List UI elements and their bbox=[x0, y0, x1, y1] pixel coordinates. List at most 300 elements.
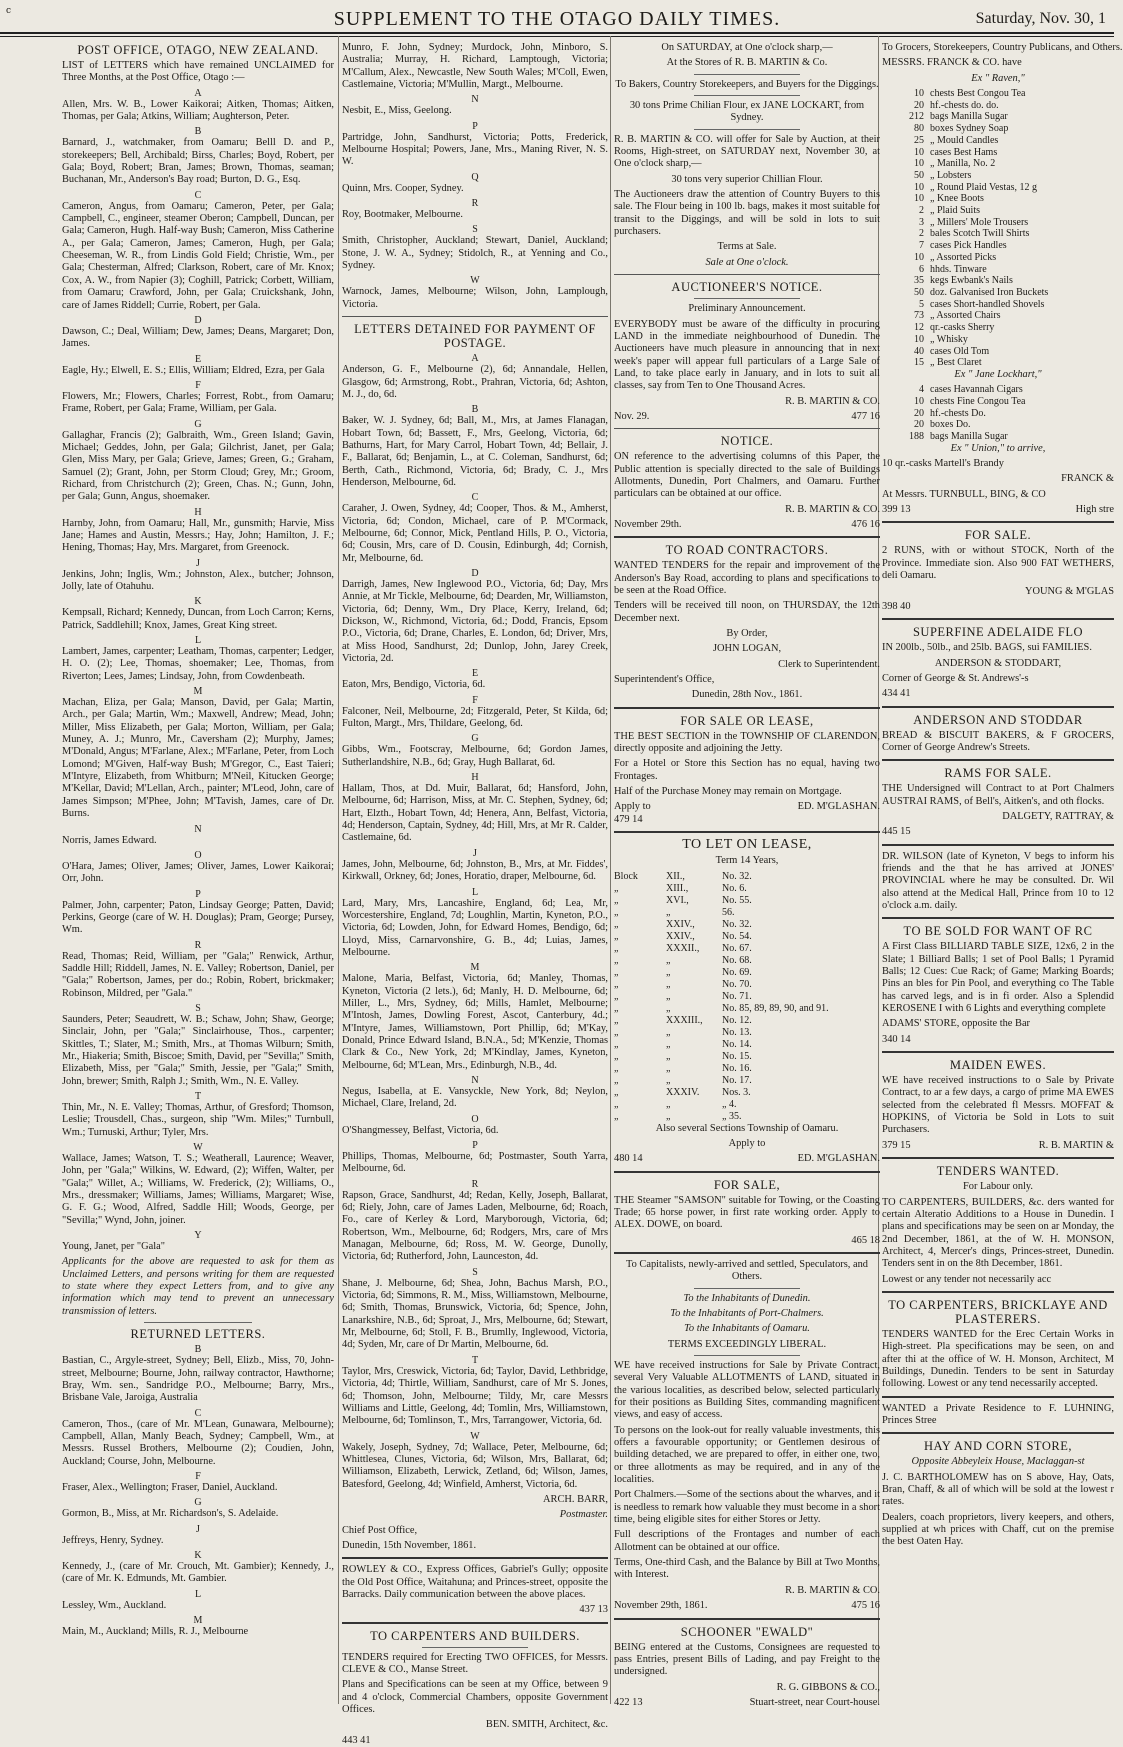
schooner-sign: R. G. GIBBONS & CO., bbox=[776, 1681, 880, 1693]
wilson-text: DR. WILSON (late of Kyneton, V begs to inform his friends and the that he has arrived at JONES' PROVINCIAL where he may be consulted. Dr. Wil also attend at the Medical Hall, Prince from 10 to 12 o'clock a.m. daily. bbox=[882, 850, 1114, 912]
stock-item: doz. Galvanised Iron Buckets bbox=[930, 286, 1049, 298]
stock-item: „ Manilla, No. 2 bbox=[930, 158, 996, 170]
lease-cell: „ bbox=[614, 1050, 619, 1062]
hay-sub: Opposite Abbeyleix House, Maclaggan-st bbox=[911, 1456, 1085, 1468]
index-letter: J bbox=[196, 1523, 200, 1535]
road-office: Superintendent's Office, bbox=[614, 674, 715, 686]
franck-sign: FRANCK & bbox=[1061, 473, 1114, 485]
lease-cell: „ bbox=[666, 966, 671, 978]
sale-time-line: Sale at One o'clock. bbox=[705, 256, 789, 268]
lease-cell: „ bbox=[666, 1062, 671, 1074]
stock-list-2 bbox=[882, 384, 1114, 443]
saturday-line: On SATURDAY, at One o'clock sharp,— bbox=[661, 42, 833, 53]
lease-cell: No. 85, 89, 89, 90, and 91. bbox=[722, 1002, 829, 1014]
lease-cell: „ bbox=[614, 918, 619, 930]
divider bbox=[614, 1171, 880, 1173]
lease-cell: XXXIV. bbox=[666, 1086, 700, 1098]
index-letter: G bbox=[194, 1497, 202, 1509]
martin-sale-item: 30 tons very superior Chillian Flour. bbox=[671, 173, 823, 185]
letter-entry: Eaton, Mrs, Bendigo, Victoria, 6d. bbox=[342, 679, 486, 691]
index-letter: P bbox=[472, 120, 478, 132]
lease-cell: 56. bbox=[722, 906, 735, 918]
stock-item: „ Lobsters bbox=[930, 169, 972, 181]
road-text-2: Tenders will be received till noon, on THURSDAY, the 12th December next. bbox=[614, 600, 880, 624]
lease-cell: „ bbox=[614, 906, 619, 918]
divider bbox=[694, 1355, 800, 1356]
anderson-text: BREAD & BISCUIT BAKERS, & F GROCERS, Corner of George Andrew's Streets. bbox=[882, 729, 1114, 753]
stock-qty: 3 bbox=[919, 216, 924, 228]
union-item: 10 qr.-casks Martell's Brandy bbox=[882, 458, 1004, 470]
lease-cell: XII., bbox=[666, 870, 685, 882]
sale-apply-label: Apply to bbox=[614, 801, 651, 813]
index-letter: F bbox=[195, 379, 201, 391]
divider bbox=[694, 1288, 800, 1289]
index-letter: N bbox=[471, 1074, 479, 1086]
lease-cell: „ 4. bbox=[722, 1098, 737, 1110]
index-letter: H bbox=[194, 506, 202, 518]
stock-qty: 212 bbox=[909, 111, 924, 123]
lease-cell: „ bbox=[614, 966, 619, 978]
post-office-location: Chief Post Office, bbox=[342, 1524, 418, 1536]
hay-text: J. C. BARTHOLOMEW has on S above, Hay, Oats, Bran, Chaff, & all of which will be sold at the lowest r rates. bbox=[882, 1471, 1114, 1508]
divider bbox=[694, 129, 800, 130]
lease-cell: „ bbox=[614, 1002, 619, 1014]
residence-text: WANTED a Private Residence to F. LUHNING, Princes Stree bbox=[882, 1402, 1114, 1426]
index-letter: P bbox=[472, 1140, 478, 1151]
letter-entry: O'Hara, James; Oliver, James; Oliver, James, Lower Kaikorai; Orr, John. bbox=[62, 860, 334, 885]
index-letter: G bbox=[471, 733, 479, 745]
index-letter: F bbox=[195, 1470, 201, 1482]
lease-cell: „ 35. bbox=[722, 1110, 742, 1122]
stock-qty: 12 bbox=[914, 322, 924, 334]
sale-lease-text: THE BEST SECTION in the TOWNSHIP OF CLARENDON, directly opposite and adjoining the Jetty. bbox=[614, 730, 880, 755]
adelaide-address: Corner of George & St. Andrews'-s bbox=[882, 672, 1029, 684]
letter-entry: Fraser, Alex., Wellington; Fraser, Daniel, Auckland. bbox=[62, 1481, 278, 1493]
divider bbox=[422, 1647, 528, 1648]
divider bbox=[882, 521, 1114, 523]
lease-cell: „ bbox=[666, 954, 671, 966]
franck-street: High stre bbox=[1075, 504, 1114, 516]
index-letter: S bbox=[472, 1266, 478, 1278]
masthead bbox=[0, 0, 1114, 34]
lease-cell: „ bbox=[614, 882, 619, 894]
road-heading: TO ROAD CONTRACTORS. bbox=[665, 543, 829, 558]
capitalists-heading: To Capitalists, newly-arrived and settled, Speculators, and Others. bbox=[626, 1258, 868, 1283]
schooner-text: BEING entered at the Customs, Consignees are requested to pass Entries, present Bills of Lading, and pay Freight to the undersigned. bbox=[614, 1641, 880, 1678]
index-letter: S bbox=[195, 1002, 201, 1014]
index-letter: R bbox=[471, 198, 479, 210]
index-letter: K bbox=[194, 596, 202, 608]
stock-qty: 40 bbox=[914, 345, 924, 357]
road-by-order: By Order, bbox=[726, 628, 768, 640]
letter-entry: Hallam, Thos, at Dd. Muir, Ballarat, 6d; Hansford, John, Melbourne, 6d; Harrison, Miss, at Mr. C. Stephen, Sydney, 6d; Hart, Elzth., Hobart Town, 4d; Henera, Ann, Belfast, Victoria, 4d; Henderson, Captain, Sydney, 4d; Hill, Mrs, at Mr R. Calder, Castlemaine, 6d. bbox=[342, 783, 608, 844]
letter-entry: Young, Janet, per "Gala" bbox=[62, 1241, 165, 1253]
lease-cell: Nos. 3. bbox=[722, 1086, 751, 1098]
letter-entry: Cameron, Angus, from Oamaru; Cameron, Peter, per Gala; Campbell, C., engineer, steamer Oberon; Campbell, Duncan, per Gala; Cameron, Hugh. Half-way Bush; Cameron, Miss Catherine A., per Gala; Cameron, James; Cameron, Hugh, per Gala; Cheeseman, W. R., from Lindis Gold Field; Christie, Wm., per Gala; Chesterman, Alfred; Clarkson, Robert, care of Mr. Knox; Cox, A. W., from Napier (3); Coghill, Patrick; Corbett, William, from Oamaru; Crawford, John, per Gala; Cruickshank, John, care of James Riddell; Currie, Robert, per Gala. bbox=[62, 200, 334, 311]
lease-also: Also several Sections Township of Oamaru. bbox=[655, 1122, 839, 1134]
lease-heading: TO LET ON LEASE, bbox=[682, 837, 812, 853]
letter-entry: Baker, W. J. Sydney, 6d; Ball, M., Mrs, at James Flanagan, Hobart Town, 6d; Bassett, F., Mrs, Geelong, Victoria, 6d; Bathurns, Hart, for Mary Carrol, Hobart Town, 4d; Bellair, J. F., Ballarat, 6d; Benjamin, L., at C. Coleman, Sandhurst, 6d; Berth, Cath., Richmond, Victoria, 6d; Brady, C. J., Mrs Henderson, Melbourne, 6d. bbox=[342, 415, 608, 488]
lease-cell: „ bbox=[614, 978, 619, 990]
letter-entry: Bastian, C., Argyle-street, Sydney; Bell, Elizb., Miss, 70, John-street, Melbourne; Bourne, John, railway contractor, Hawthorne; Bray, Wm. sen., Sandridge P.O., Melbourne; Barry, Mrs., Brisbane Vale, Jaroiga, Australia bbox=[62, 1355, 334, 1404]
index-letter: E bbox=[471, 668, 479, 680]
divider bbox=[882, 1051, 1114, 1053]
tenders-text-2: Lowest or any tender not necessarily acc bbox=[882, 1273, 1052, 1285]
letter-entry: Jenkins, John; Inglis, Wm.; Johnston, Alex., butcher; Johnson, Jolly, late of Otahuhu. bbox=[62, 568, 334, 592]
index-letter: D bbox=[194, 314, 202, 326]
stock-qty: 20 bbox=[914, 419, 924, 431]
column-2 bbox=[342, 42, 608, 1746]
stock-item: cases Havannah Cigars bbox=[930, 384, 1023, 396]
stock-qty: 20 bbox=[914, 99, 924, 111]
letter-entry: Read, Thomas; Reid, William, per "Gala;" Renwick, Arthur, Saddle Hill; Riddell, James, N. E. Valley; Robertson, Daniel, per "Gala;" Robertson, James, per do.; Robin, Robert, brickmaker; Robinson, Mildred, per "Gala." bbox=[62, 950, 334, 999]
divider bbox=[614, 1252, 880, 1254]
letter-entry: Phillips, Thomas, Melbourne, 6d; Postmaster, South Yarra, Melbourne, 6d. bbox=[342, 1151, 608, 1175]
letter-entry: Roy, Bootmaker, Melbourne. bbox=[342, 209, 463, 221]
stock-item: boxes Do. bbox=[930, 419, 971, 431]
stock-item: „ Mould Candles bbox=[930, 134, 999, 146]
divider bbox=[614, 536, 880, 538]
stock-qty: 2 bbox=[919, 205, 924, 217]
divider bbox=[882, 1157, 1114, 1159]
schooner-address: Stuart-street, near Court-house. bbox=[749, 1696, 880, 1708]
lease-cell: „ bbox=[614, 1026, 619, 1038]
divider bbox=[882, 1396, 1114, 1398]
tenders-heading: TENDERS WANTED. bbox=[936, 1164, 1060, 1179]
index-letter: T bbox=[194, 1091, 202, 1102]
masthead-mark: c bbox=[6, 6, 12, 16]
lease-cell: No. 32. bbox=[722, 870, 752, 882]
lease-cell: Block bbox=[614, 870, 638, 882]
lease-cell: „ bbox=[666, 1050, 671, 1062]
auctioneer-footer bbox=[614, 411, 880, 423]
letter-entry: Malone, Maria, Belfast, Victoria, 6d; Manley, Thomas, Kyneton, Victoria (2 lets.), 6d; Manly, H. D. Melbourne, 6d; Miller, L., Mrs, Sydney, 6d; Mills, Hamlet, Melbourne; M'Intosh, James, Dowling Forest, Ascot, Canterbury, 4d.; M'Intyre, James, Williamstown, Port Phillip, 6d; M'Kay, Donald, Prince Edward Island, B.N.A., 5d; M'Kenzie, Thomas Clark & Co., New York, 2d; M'Kindlay, James, Kyneton, Melbourne, 6d; M'Lean, Mrs., Edinburgh, N.B., 4d. bbox=[342, 973, 608, 1071]
letter-entry: Partridge, John, Sandhurst, Victoria; Potts, Frederick, Melbourne Hospital; Powers, Jane, Mrs., Maning River, N. S. W. bbox=[342, 131, 608, 168]
stock-item: „ Assorted Picks bbox=[930, 251, 997, 263]
lease-cell: „ bbox=[614, 1038, 619, 1050]
index-letter: A bbox=[471, 353, 479, 365]
ewes-sign: R. B. MARTIN & bbox=[1038, 1139, 1114, 1151]
adelaide-sign: ANDERSON & STODDART, bbox=[934, 657, 1062, 669]
divider bbox=[882, 917, 1114, 919]
stock-item: „ Plaid Suits bbox=[930, 205, 981, 217]
postmaster-name: ARCH. BARR, bbox=[543, 1493, 608, 1505]
road-name: JOHN LOGAN, bbox=[712, 643, 782, 655]
stock-item: cases Best Hams bbox=[930, 146, 998, 158]
carpenters-sign: BEN. SMITH, Architect, &c. bbox=[485, 1719, 608, 1731]
road-text: WANTED TENDERS for the repair and improvement of the Anderson's Bay Road, according to plans and specifications to be seen at the Road Office. bbox=[614, 560, 880, 596]
letter-entry: Main, M., Auckland; Mills, R. J., Melbourne bbox=[62, 1625, 249, 1637]
lease-cell: No. 6. bbox=[722, 882, 747, 894]
letter-entry: Saunders, Peter; Seaudrett, W. B.; Schaw, John; Shaw, George; Sinclair, John, per "Gala;" Sinclairhouse, Thos., carpenter; Skittles, T.; Slater, M.; Smith, Mrs., at Thomas Wilburn; Smith, Mr., Hiakeria; Smith, Biscoe; Smith, David, per "Sevilla;" Smith, Elizabeth, Miss, per "Gala;" Smith, Jessie, per "Gala;" Smith, John, brewer; Smith, Ralph J.; Smith, Wm., N. E. Valley. bbox=[62, 1013, 334, 1087]
lease-cell: „ bbox=[666, 990, 671, 1002]
sale-lease-sign: ED. M'GLASHAN. bbox=[797, 801, 880, 813]
lease-ref: 480 14 bbox=[614, 1153, 643, 1165]
ewes-text: WE have received instructions to o Sale by Private Contract, to ar a few days, a cargo of prime MA EWES selected from the celebrated fl Messrs. MOFFAT & HOPKINS, of Victoria be Sold in Lots to suit Purchasers. bbox=[882, 1075, 1114, 1136]
letter-entry: Gallaghar, Francis (2); Galbraith, Wm., Green Island; Gavin, Michael; Geddes, John, per Gala; Gilchrist, Janet, per Gala; Glen, Miss Mary, per Gala; Grieve, James; Green, G.; Graham, Samuel (2); Grant, John, per Storm Cloud; Grey, Mr.; Groom, Richard, from Christchurch (2); Green, Chas. N.; Gunn, John, per Gala; Gunn, Angus, shoemaker. bbox=[62, 429, 334, 503]
index-letter: W bbox=[470, 275, 480, 287]
lease-cell: „ bbox=[666, 1098, 671, 1110]
letter-entry: Harnby, John, from Oamaru; Hall, Mr., gunsmith; Harvie, Miss Jane; Hames and Austin, Messrs.; Hay, John; Hamilton, J. F.; Hening, Thomas; Hay, Mrs. Margaret, from Greenock. bbox=[62, 517, 334, 554]
letter-entry: Flowers, Mr.; Flowers, Charles; Forrest, Robt., from Oamaru; Frame, Robert, per Gala; Frame, William, per Gala. bbox=[62, 390, 334, 415]
letter-entry: Anderson, G. F., Melbourne (2), 6d; Annandale, Hellen, Glasgow, 6d; Armstrong, Robt., Prahran, Victoria, 6d; Ashton, M. J., do, 6d. bbox=[342, 364, 608, 400]
stock-qty: 5 bbox=[919, 298, 924, 310]
flour-line: 30 tons Prime Chilian Flour, ex JANE LOCKART, from Sydney. bbox=[629, 100, 865, 124]
stock-list bbox=[882, 88, 1114, 369]
letter-entry: Kennedy, J., (care of Mr. Crouch, Mt. Gambier); Kennedy, J., (care of Mr. K. Edmunds, Mt. Gambier. bbox=[62, 1560, 334, 1585]
letter-entry: Norris, James Edward. bbox=[62, 834, 157, 846]
lease-cell: „ bbox=[614, 930, 619, 942]
for-sale-text: 2 RUNS, with or without STOCK, North of the Province. Immediate sion. Also 900 FAT WETHERS, deli Oamaru. bbox=[882, 545, 1114, 582]
inhabitants-dunedin: To the Inhabitants of Dunedin. bbox=[683, 1292, 811, 1304]
stock-item: cases Old Tom bbox=[930, 345, 990, 357]
letter-entry: Rapson, Grace, Sandhurst, 4d; Redan, Kelly, Joseph, Ballarat, 6d; Riely, John, care of James Laden, Melbourne, 6d; Roach, Fo., care of Kerley & Lord, Maryborough, Victoria, 6d; Robertson, Wm., Melbourne, 6d; Rodgers, Mrs, care of Mrs Managan, Melbourne, 6d; Ross, M. W. George, Dunolly, Victoria, 6d; Rutherford, John, Launceston, 4d. bbox=[342, 1189, 608, 1263]
letter-entry: Cameron, Thos., (care of Mr. M'Lean, Gunawara, Melbourne); Campbell, Allan, Manly Beach, Sydney; Campbell, Wm., at Messrs. Russel Brothers, Melbourne (2); Coudien, John, Auckland; Course, John, Melbourne. bbox=[62, 1418, 334, 1467]
rams-sign: DALGETY, RATTRAY, & bbox=[1002, 810, 1114, 822]
lease-cell: „ bbox=[666, 1026, 671, 1038]
returned-letters-continued bbox=[342, 42, 608, 311]
letter-entry: Kempsall, Richard; Kennedy, Duncan, from Loch Carron; Kerns, Patrick, Saddlehill; Knox, James, Great King street. bbox=[62, 607, 334, 631]
lease-apply: Apply to bbox=[728, 1137, 766, 1149]
lease-cell: „ bbox=[614, 894, 619, 906]
lease-cell: XIII., bbox=[666, 882, 689, 894]
letter-entry: James, John, Melbourne, 6d; Johnston, B., Mrs, at Mr. Fiddes', Kirkwall, Orkney, 6d; Jones, Horatio, draper, Melbourne, 6d. bbox=[342, 858, 608, 883]
letter-entry: Gibbs, Wm., Footscray, Melbourne, 6d; Gordon James, Sutherlandshire, N.B., 6d; Gray, Hugh Ballarat, 6d. bbox=[342, 744, 608, 768]
lease-cell: „ bbox=[666, 1002, 671, 1014]
lease-cell: „ bbox=[614, 1098, 619, 1110]
lease-cell: No. 54. bbox=[722, 930, 752, 942]
notice-heading: NOTICE. bbox=[720, 434, 774, 449]
martin-sale-note: The Auctioneers draw the attention of Country Buyers to this sale. The Flour being in 100 lb. bags, makes it most suitable for transit to the Diggings, and will be sold in lots to suit purchasers. bbox=[614, 189, 880, 238]
index-letter: J bbox=[196, 557, 200, 569]
lease-cell: No. 17. bbox=[722, 1074, 752, 1086]
stock-item: kegs Ewbank's Nails bbox=[930, 275, 1013, 287]
index-letter: E bbox=[194, 353, 202, 365]
index-letter: K bbox=[194, 1549, 202, 1561]
letter-entry: Quinn, Mrs. Cooper, Sydney. bbox=[342, 182, 464, 194]
index-letter: F bbox=[472, 694, 478, 706]
letter-entry: Eagle, Hy.; Elwell, E. S.; Ellis, William; Eldred, Ezra, per Gala bbox=[62, 364, 325, 376]
schooner-footer bbox=[614, 1697, 880, 1709]
stock-item: „ Assorted Chairs bbox=[930, 310, 1001, 322]
carpenters-heading: TO CARPENTERS AND BUILDERS. bbox=[370, 1628, 580, 1643]
auctioneer-sign: R. B. MARTIN & CO. bbox=[785, 395, 880, 407]
stock-item: bags Manilla Sugar bbox=[930, 111, 1008, 123]
index-letter: B bbox=[194, 126, 202, 138]
rowley-ad: ROWLEY & CO., Express Offices, Gabriel's Gully; opposite the Old Post Office, Waitahuna; and Princes-street, opposite the Barracks. Daily communication between the above places. bbox=[342, 1564, 608, 1600]
sale-lease-apply bbox=[614, 801, 880, 813]
carpenters-ref: 443 41 bbox=[342, 1734, 371, 1746]
stock-qty: 7 bbox=[919, 240, 924, 252]
stock-qty: 25 bbox=[914, 134, 924, 146]
billiard-heading: TO BE SOLD FOR WANT OF RC bbox=[903, 924, 1093, 939]
index-letter: S bbox=[472, 224, 478, 236]
capitalists-text-4: Full descriptions of the Frontages and number of each Allotment can be obtained at our office. bbox=[614, 1529, 880, 1553]
stock-qty: 6 bbox=[919, 263, 924, 275]
index-letter: L bbox=[194, 635, 202, 647]
capitalists-text: WE have received instructions for Sale by Private Contract, several Very Valuable ALLOTMENTS of LAND, situated in the various localities, as described below, selected particularly for their positions as Building Sites, commanding magnificent views, and easy of access. bbox=[614, 1359, 880, 1421]
lease-cell: „ bbox=[666, 978, 671, 990]
road-date: Dunedin, 28th Nov., 1861. bbox=[691, 689, 803, 701]
returned-letters-heading: RETURNED LETTERS. bbox=[130, 1327, 266, 1342]
inhabitants-port-chalmers: To the Inhabitants of Port-Chalmers. bbox=[670, 1307, 824, 1319]
stock-item: chests Best Congou Tea bbox=[930, 88, 1026, 100]
divider bbox=[614, 428, 880, 429]
lease-cell: No. 70. bbox=[722, 978, 752, 990]
index-letter: A bbox=[194, 87, 202, 99]
index-letter: Y bbox=[194, 1230, 202, 1242]
stock-qty: 10 bbox=[914, 88, 924, 100]
raven-line: Ex " Raven," bbox=[971, 72, 1025, 84]
index-letter: Q bbox=[471, 171, 479, 183]
divider bbox=[882, 618, 1114, 620]
capitalists-text-5: Terms, One-third Cash, and the Balance by Bill at Two Months, with Interest. bbox=[614, 1557, 880, 1581]
letter-entry: Barnard, J., watchmaker, from Oamaru; Belll D. and P., storekeepers; Bell, Archibald; Birss, Charles; Boyd, Robert, per Gala; Boyd, Robert; Bran, James; Brown, Thomas, seaman; Buchanan, Mr., Anderson's Bay road; Burton, D. G., Esq. bbox=[62, 137, 334, 186]
sale-lease-ref: 479 14 bbox=[614, 813, 643, 825]
divider bbox=[342, 316, 608, 317]
stock-item: cases Short-handled Shovels bbox=[930, 298, 1045, 310]
masthead-title: SUPPLEMENT TO THE OTAGO DAILY TIMES. bbox=[333, 8, 781, 30]
franck-at: At Messrs. TURNBULL, BING, & CO bbox=[882, 488, 1046, 500]
bricklayers-heading: TO CARPENTERS, BRICKLAYE AND PLASTERERS. bbox=[888, 1297, 1108, 1326]
applicants-note: Applicants for the above are requested to ask for them as Unclaimed Letters, and persons writing for them are requested to state where they expect Letters from, and to give any information which may tend to prevent an unnecessary transmission of letters. bbox=[62, 1256, 334, 1317]
lease-cell: No. 32. bbox=[722, 918, 752, 930]
index-letter: N bbox=[471, 94, 479, 106]
returned-letters-list bbox=[62, 1344, 334, 1638]
grocers-heading: To Grocers, Storekeepers, Country Publicans, and Others. bbox=[882, 42, 1123, 53]
index-letter: M bbox=[470, 962, 480, 974]
stores-line: At the Stores of R. B. MARTIN & Co. bbox=[666, 57, 828, 69]
steamer-text: THE Steamer "SAMSON" suitable for Towing, or the Coasting Trade; 65 horse power, in first rate working order. Apply to ALEX. DOWE, on board. bbox=[614, 1194, 880, 1231]
stock-qty: 10 bbox=[914, 251, 924, 263]
divider bbox=[342, 1557, 608, 1559]
lease-cell: „ bbox=[614, 1074, 619, 1086]
letter-entry: Falconer, Neil, Melbourne, 2d; Fitzgerald, Peter, St Kilda, 6d; Fulton, Margt., Mrs, Thildare, Geelong, 6d. bbox=[342, 705, 608, 730]
billiard-text: A First Class BILLIARD TABLE SIZE, 12x6, 2 in the Slate; 1 Billiard Balls; 1 set of Pool Balls; 1 Pyramid Balls; 12 Cues: Cue Rack; of Game; Marking Boards; Pins an bles for Pin Pool, and everything co The Table has carved legs, and is in fi order. Also a Splendid KEROSENE I with 6 Lights and everything complete bbox=[882, 941, 1114, 1015]
billiard-sign: ADAMS' STORE, opposite the Bar bbox=[882, 1018, 1031, 1030]
lease-cell: XXXIII., bbox=[666, 1014, 703, 1026]
stock-qty: 2 bbox=[919, 228, 924, 240]
lease-cell: XXXII., bbox=[666, 942, 700, 954]
index-letter: B bbox=[194, 1344, 202, 1356]
stock-item: cases Pick Handles bbox=[930, 240, 1007, 252]
divider bbox=[882, 844, 1114, 846]
index-letter: C bbox=[194, 189, 202, 201]
stock-qty: 10 bbox=[914, 181, 924, 193]
stock-item: „ Knee Boots bbox=[930, 193, 984, 205]
inhabitants-oamaru: To the Inhabitants of Oamaru. bbox=[684, 1323, 810, 1335]
detained-letters-list bbox=[342, 353, 608, 1491]
auctioneer-heading: AUCTIONEER'S NOTICE. bbox=[671, 280, 823, 295]
lease-cell: „ bbox=[614, 990, 619, 1002]
auctioneer-ref: 477 16 bbox=[851, 410, 880, 422]
stock-qty: 50 bbox=[914, 169, 924, 181]
stock-item: bags Manilla Sugar bbox=[930, 431, 1008, 443]
lease-cell: „ bbox=[614, 954, 619, 966]
masthead-date: Saturday, Nov. 30, 1 bbox=[975, 10, 1106, 27]
index-letter: T bbox=[471, 1354, 479, 1366]
letter-entry: Warnock, James, Melbourne; Wilson, John, Lamplough, Victoria. bbox=[342, 286, 608, 310]
column-divider bbox=[610, 36, 611, 1704]
sale-lease-heading: FOR SALE OR LEASE, bbox=[680, 713, 814, 728]
adelaide-heading: SUPERFINE ADELAIDE FLO bbox=[912, 625, 1084, 640]
letter-entry: Thin, Mr., N. E. Valley; Thomas, Arthur, of Gresford; Thomson, Leslie; Trousdell, Chas., surgeon, ship "Wm. Miles;" Turnbull, Wm.; Turnuski, Arthur; Tyler, Mrs. bbox=[62, 1102, 334, 1138]
lease-cell: No. 15. bbox=[722, 1050, 752, 1062]
index-letter: B bbox=[471, 404, 479, 416]
divider bbox=[342, 1622, 608, 1624]
letter-entry: Machan, Eliza, per Gala; Manson, David, per Gala; Martin, Arch., per Gala; Martin, Wm.; Maxwell, Andrew; Mead, John; Miller, Miss Elizabeth, per Gala; Morton, William, per Gala; Muney, A. J.; Munro, Mr., Caversham (2); Murphy, James; M'Donald, Angus; M'Farlane, Alex.; M'Farlane, Peter, from Loch Lomond; M'Given, Half-way Bush; M'Gregor, C., East Taieri; M'Intyre, Elizabeth, from Whitburn; M'Neil, Kitucken George; M'Kellar, David; M'Lellan, Arch., painter; M'Leod, John, care of James Simpson; M'Phee, John; M'Tavish, James, care of Dr. Burns. bbox=[62, 697, 334, 820]
franck-footer bbox=[882, 504, 1114, 516]
billiard-ref: 340 14 bbox=[882, 1033, 911, 1045]
lease-cell: No. 68. bbox=[722, 954, 752, 966]
divider bbox=[694, 74, 800, 75]
rams-heading: RAMS FOR SALE. bbox=[944, 766, 1052, 781]
stock-qty: 80 bbox=[914, 123, 924, 135]
carpenters-text: TENDERS required for Erecting TWO OFFICES, for Messrs. CLEVE & CO., Manse Street. bbox=[342, 1651, 608, 1675]
auctioneer-sub: Preliminary Announcement. bbox=[688, 303, 806, 315]
stock-qty: 35 bbox=[914, 275, 924, 287]
letter-entry: Gormon, B., Miss, at Mr. Richardson's, S. Adelaide. bbox=[62, 1508, 279, 1520]
tenders-sub: For Labour only. bbox=[962, 1181, 1034, 1193]
lease-cell: No. 67. bbox=[722, 942, 752, 954]
letter-entry: Palmer, John, carpenter; Paton, Lindsay George; Patten, David; Perkins, George (care of W. H. Douglas); Pram, George; Pursey, Wm. bbox=[62, 899, 334, 936]
lease-cell: „ bbox=[666, 1038, 671, 1050]
letter-entry: Wakely, Joseph, Sydney, 7d; Wallace, Peter, Melbourne, 6d; Whittlesea, Clunes, Victoria, 6d; Wilson, Mrs, Ballarat, 6d; Williamson, Elizabeth, Lerwick, Zetland, 6d; Wilson, James, Batesford, Geelong, 4d; Winfield, Amherst, Victoria, 6d. bbox=[342, 1441, 608, 1490]
letter-entry: Shane, J. Melbourne, 6d; Shea, John, Bachus Marsh, P.O., Victoria, 6d; Simmons, R. M., Miss, Williamstown, Melbourne, 6d; Smith, Thomas, Brunswick, Victoria, 6d; Spence, John, Lanarkshire, N.B., 6d; Sproat, J., Mrs, Melbourne, 6d; Stewart, Mr, Melbourne, 6d; Stoll, F. B., Brumlly, Inglewood, Victoria, 4d; Syden, Mr, care of Dr Martin, Melbourne, 6d. bbox=[342, 1277, 608, 1351]
stock-item: hf.-chests Do. bbox=[930, 407, 986, 419]
capitalists-footer bbox=[614, 1600, 880, 1612]
stock-qty: 10 bbox=[914, 158, 924, 170]
hay-text-2: Dealers, coach proprietors, livery keepers, and others, supplied at wh prices with Chaff, cut on the premise the best Oaten Hay. bbox=[882, 1511, 1114, 1548]
stock-qty: 4 bbox=[919, 384, 924, 396]
letter-entry: Dawson, C.; Deal, William; Dew, James; Deans, Margaret; Don, James. bbox=[62, 325, 334, 350]
divider bbox=[694, 298, 800, 299]
capitalists-text-2: To persons on the look-out for really valuable investments, this offers a favourable opportunity; or Gentlemen desirous of building detached, we are prepared to offer, in either one, two, or three allotments as may be required, and in any of the localities. bbox=[614, 1424, 880, 1486]
index-letter: H bbox=[471, 772, 479, 784]
lease-cell: XVI., bbox=[666, 894, 689, 906]
index-letter: C bbox=[194, 1407, 202, 1419]
index-letter: J bbox=[473, 847, 477, 859]
stock-item: boxes Sydney Soap bbox=[930, 123, 1009, 135]
capitalists-ref: 475 16 bbox=[851, 1600, 880, 1612]
letter-entry: Jeffreys, Henry, Sydney. bbox=[62, 1534, 164, 1546]
lease-cell: „ bbox=[614, 1014, 619, 1026]
lease-cell: XXIV., bbox=[666, 918, 695, 930]
stock-item: „ Round Plaid Vestas, 12 g bbox=[930, 181, 1038, 193]
stock-qty: 10 bbox=[914, 193, 924, 205]
lease-cell: No. 14. bbox=[722, 1038, 752, 1050]
index-letter: W bbox=[470, 1430, 480, 1442]
index-letter: L bbox=[194, 1588, 202, 1600]
index-letter: L bbox=[471, 886, 479, 898]
index-letter: M bbox=[193, 686, 203, 698]
lease-cell: No. 12. bbox=[722, 1014, 752, 1026]
stock-qty: 188 bbox=[909, 431, 924, 443]
index-letter: O bbox=[471, 1113, 479, 1125]
unclaimed-letters-list bbox=[62, 88, 334, 1254]
francks-line: MESSRS. FRANCK & CO. have bbox=[882, 57, 1022, 69]
rams-ref: 445 15 bbox=[882, 826, 911, 838]
schooner-heading: SCHOONER "EWALD" bbox=[680, 1624, 814, 1639]
lease-cell: „ bbox=[614, 1110, 619, 1122]
ewes-footer bbox=[882, 1140, 1114, 1152]
carpenters-text-2: Plans and Specifications can be seen at my Office, between 9 and 4 o'clock, Commercial Chambers, opposite Government Offices. bbox=[342, 1679, 608, 1716]
stock-item: qr.-casks Sherry bbox=[930, 322, 995, 334]
letter-entry: Wallace, James; Watson, T. S.; Weatherall, Laurence; Weaver, John, per "Gala;" Wilkins, W. Edward, (2); Wiffen, Walter, per "Gala;" Willet, A.; Williams, W. Frederick, (2); Williams, O., Mrs., dressmaker; Williams, James; Williams, Margaret; Wise, G. F. G.; Wood, Alfred, Saddle Hill; Woods, George, per "Sevilla;" Wynd, John, joiner. bbox=[62, 1153, 334, 1226]
column-4 bbox=[882, 42, 1123, 1702]
column-3 bbox=[614, 42, 880, 1708]
index-letter: D bbox=[471, 567, 479, 579]
